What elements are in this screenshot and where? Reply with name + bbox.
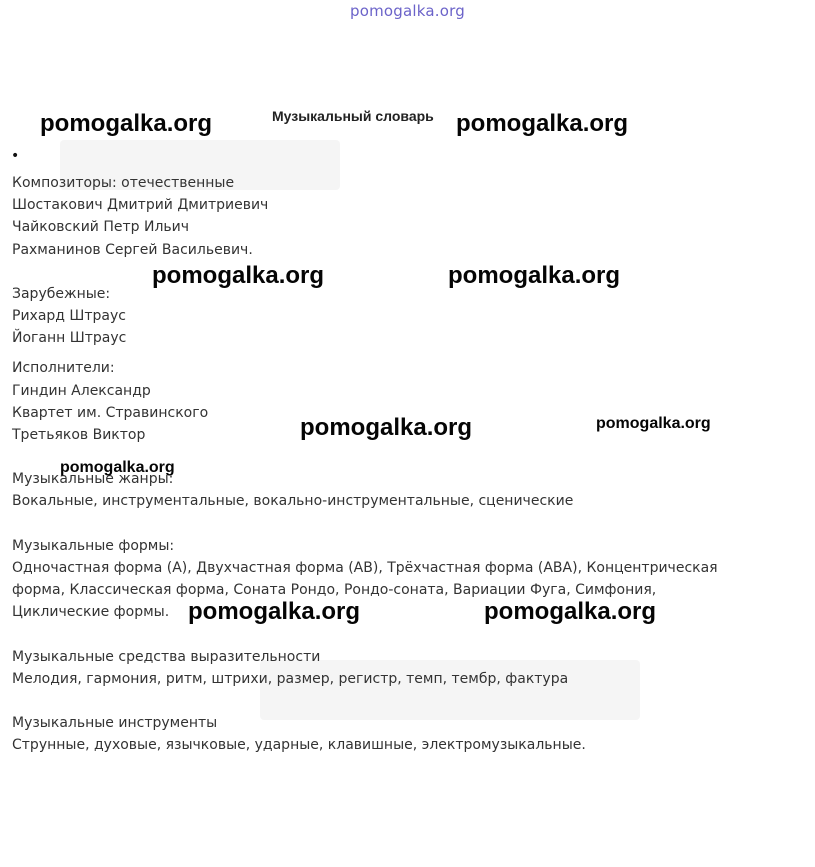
genres-heading: Музыкальные жанры: <box>12 471 174 487</box>
performer-item: Квартет им. Стравинского <box>12 405 209 421</box>
watermark: pomogalka.org <box>456 110 629 137</box>
watermark: pomogalka.org <box>188 598 361 625</box>
watermark: pomogalka.org <box>596 415 711 432</box>
watermark: pomogalka.org <box>152 262 325 289</box>
composer-item: Рахманинов Сергей Васильевич. <box>12 242 253 258</box>
site-mark[interactable]: pomogalka.org <box>350 2 465 20</box>
watermark: pomogalka.org <box>300 414 473 441</box>
watermark: pomogalka.org <box>448 262 621 289</box>
foreign-item: Рихард Штраус <box>12 308 126 324</box>
foreign-heading: Зарубежные: <box>12 286 111 302</box>
composer-item: Шостакович Дмитрий Дмитриевич <box>12 197 269 213</box>
genres-text: Вокальные, инструментальные, вокально-инструментальные, сценические <box>12 493 574 509</box>
performer-item: Третьяков Виктор <box>12 427 146 443</box>
page-title: Музыкальный словарь <box>272 108 434 124</box>
instruments-text: Струнные, духовые, язычковые, ударные, клавишные, электромузыкальные. <box>12 737 586 753</box>
watermark: pomogalka.org <box>484 598 657 625</box>
performer-item: Гиндин Александр <box>12 383 151 399</box>
means-text: Мелодия, гармония, ритм, штрихи, размер, регистр, темп, тембр, фактура <box>12 671 569 687</box>
watermark: pomogalka.org <box>40 110 213 137</box>
foreign-item: Йоганн Штраус <box>12 330 127 346</box>
composer-item: Чайковский Петр Ильич <box>12 219 190 235</box>
performers-heading: Исполнители: <box>12 360 115 376</box>
forms-line: Одночастная форма (А), Двухчастная форма (АВ), Трёхчастная форма (АВА), Концентрическая <box>12 560 718 576</box>
forms-line: форма, Классическая форма, Соната Рондо, Рондо-соната, Вариации Фуга, Симфония, <box>12 582 657 598</box>
forms-heading: Музыкальные формы: <box>12 538 175 554</box>
instruments-heading: Музыкальные инструменты <box>12 715 218 731</box>
bullet: • <box>11 148 20 164</box>
forms-line: Циклические формы. <box>12 604 170 620</box>
composers-heading: Композиторы: отечественные <box>12 175 235 191</box>
watermark: pomogalka.org <box>60 459 175 476</box>
means-heading: Музыкальные средства выразительности <box>12 649 321 665</box>
